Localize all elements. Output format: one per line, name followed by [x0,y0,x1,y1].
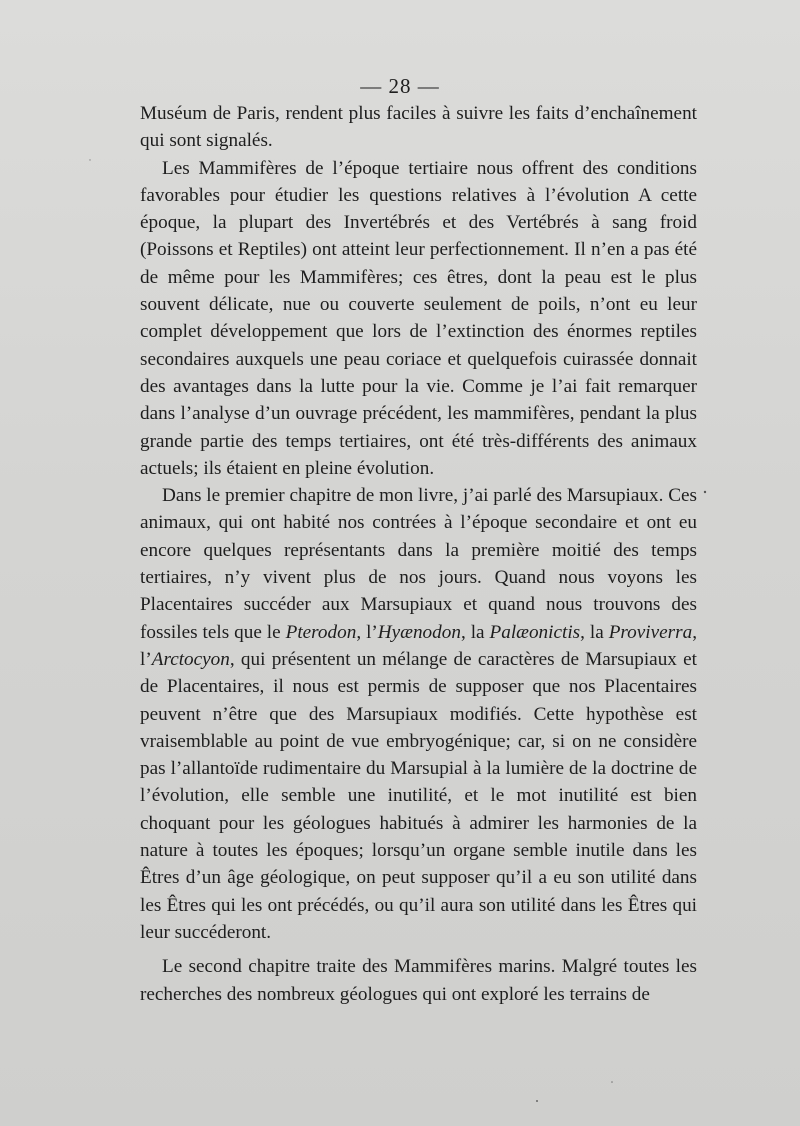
italic-taxon-name: Hyænodon [377,621,461,643]
italic-taxon-name: Pterodon [285,621,357,643]
body-text [140,100,697,1008]
italic-taxon-name: Palæonictis [489,621,581,643]
text-run: , la [460,621,490,643]
paragraph [140,100,697,155]
text-run: , l’ [356,621,378,643]
paragraph [140,953,697,1008]
paragraph [140,482,697,946]
text-run: Muséum de Paris, rendent plus faciles à suivre les faits d’enchaînement qui sont signalés. [140,103,697,152]
text-run: Le second chapitre traite des Mammifères marins. Malgré toutes les recherches des nombreux géologues qui ont exploré les terrains de [140,956,697,1005]
italic-taxon-name: Arctocyon [151,648,230,670]
text-run: , la [580,621,609,643]
text-run: , l’ [140,621,697,670]
page-number: — 28 — [360,74,440,98]
italic-taxon-name: Proviverra [608,621,693,643]
text-run: , qui présentent un mélange de caractères de Marsupiaux et de Placentaires, il nous est permis de supposer que nos Placentaires peuvent n’être que des Marsupiaux modifiés. Cette hypothèse est vraisemblable au point de vue embryogénique; car, si on ne considère pas l’allantoïde rudimentaire du Marsupial à la lumière de la doctrine de l’évolution, elle semble une inutilité, et le mot inutilité est bien choquant pour les géologues habitués à admirer les harmonies de la nature à toutes les époques; lorsqu’un organe semble inutile dans les Êtres d’un âge géologique, on peut supposer qu’il a eu son utilité dans les Êtres qui les ont précédés, ou qu’il aura son utilité dans les Êtres qui leur succéderont. [140,648,697,943]
text-run: Les Mammifères de l’époque tertiaire nous offrent des conditions favorables pour étudier les questions relatives à l’évolution A cette époque, la plupart des Invertébrés et des Vertébrés à sang froid (Poissons et Reptiles) ont atteint leur perfectionnement. Il n’en a pas été de même pour les Mammifères; ces êtres, dont la peau est le plus souvent délicate, nue ou couverte seulement de poils, n’ont eu leur complet développement que lors de l’extinction des énormes reptiles secondaires auxquels une peau coriace et quelquefois cuirassée donnait des avantages dans la lutte pour la vie. Comme je l’ai fait remarquer dans l’analyse d’un ouvrage précédent, les mammifères, pendant la plus grande partie des temps tertiaires, ont été très-différents des animaux actuels; ils étaient en pleine évolution. [140,157,697,479]
text-run: Dans le premier chapitre de mon livre, j’ai parlé des Marsupiaux. Ces animaux, qui ont habité nos contrées à l’époque secondaire et ont eu encore quelques représentants dans la première moitié des temps tertiaires, n’y vivent plus de nos jours. Quand nous voyons les Placentaires succéder aux Marsupiaux et quand nous trouvons des fossiles tels que le [140,485,697,643]
paragraph [140,155,697,483]
